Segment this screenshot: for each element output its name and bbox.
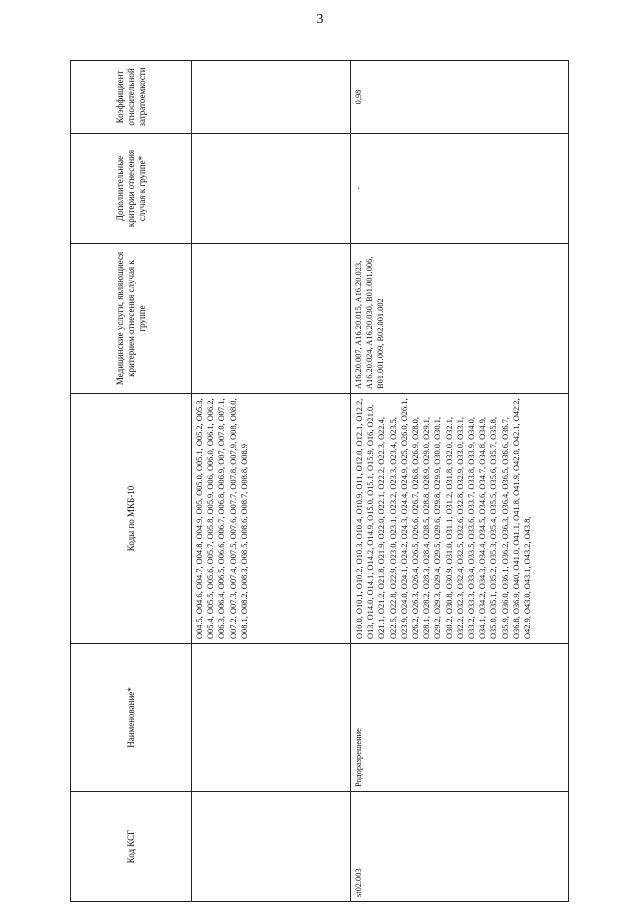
table-header-row [71, 61, 192, 902]
cell-mkb-codes: O04.5, O04.6, O04.7, O04.8, O04.9, O05, O05.0, O05.1, O05.2, O05.3, O05.4, O05.5, O05.6, O05.7, O05.8, O05.9, O06, O06.0, O06.1, O06.2, O06.3, O06.4, O06.5, O06.6, O06.7, O06.8, O06.9, O07, O07.0, O07.1, O07.2, O07.3, O07.4, O07.5, O07.6, O07.7, O07.8, O07.9, O08, O08.0, O08.1, O08.2, O08.3, O08.5, O08.6, O08.7, O08.8, O08.9 [192, 394, 351, 644]
header-mkb-codes: Коды по МКБ-10 [71, 394, 192, 644]
cell-additional-criteria: - [351, 134, 569, 244]
cell-medical-services: A16.20.007, A16.20.015, A16.20.023, A16.20.024, A16.20.030, B01.001.006, B01.001.009, B02.001.002 [351, 244, 569, 394]
ksg-table [70, 60, 569, 902]
header-ksg-code: Код КСГ [71, 792, 192, 902]
cell-coefficient [192, 61, 351, 134]
cell-coefficient: 0,98 [351, 61, 569, 134]
header-medical-services: Медицинские услуги, являющиеся критерием отнесения случая к группе [71, 244, 192, 394]
cell-ksg-code: st02.003 [351, 792, 569, 902]
cell-name: Родоразрешение [351, 644, 569, 792]
cell-name [192, 644, 351, 792]
cell-mkb-codes: O10.0, O10.1, O10.2, O10.3, O10.4, O10.9, O11, O12.0, O12.1, O12.2, O13, O14.0, O14.1, O14.2, O14.9, O15.0, O15.1, O15.9, O16, O21.0, O21.1, O21.2, O21.8, O21.9, O22.0, O22.1, O22.2, O22.3, O22.4, O22.5, O22.8, O22.9, O23.0, O23.1, O23.2, O23.3, O23.4, O23.5, O23.9, O24.0, O24.1, O24.2, O24.3, O24.4, O24.9, O25, O26.0, O26.1, O26.2, O26.3, O26.4, O26.5, O26.6, O26.7, O26.8, O26.9, O28.0, O28.1, O28.2, O28.3, O28.4, O28.5, O28.8, O28.9, O29.0, O29.1, O29.2, O29.3, O29.4, O29.5, O29.6, O29.8, O29.9, O30.0, O30.1, O30.2, O30.8, O30.9, O31.0, O31.1, O31.2, O31.8, O32.0, O32.1, O32.2, O32.3, O32.4, O32.5, O32.6, O32.8, O32.9, O33.0, O33.1, O33.2, O33.3, O33.4, O33.5, O33.6, O33.7, O33.8, O33.9, O34.0, O34.1, O34.2, O34.3, O34.4, O34.5, O34.6, O34.7, O34.8, O34.9, O35.0, O35.1, O35.2, O35.3, O35.4, O35.5, O35.6, O35.7, O35.8, O35.9, O36.0, O36.1, O36.2, O36.3, O36.4, O36.5, O36.6, O36.7, O36.8, O36.9, O40, O41.0, O41.1, O41.8, O41.9, O42.0, O42.1, O42.2, O42.9, O43.0, O43.1, O43.2, O43.8, [351, 394, 569, 644]
header-additional-criteria: Дополнительные критерии отнесения случая к группе* [71, 134, 192, 244]
table-row [351, 61, 569, 902]
cell-additional-criteria [192, 134, 351, 244]
cell-ksg-code [192, 792, 351, 902]
table-row [192, 61, 351, 902]
rotated-table-wrapper [70, 61, 550, 902]
cell-medical-services [192, 244, 351, 394]
page-number: 3 [316, 12, 324, 27]
header-coefficient: Коэффициент относительной затратоемкости [71, 61, 192, 134]
header-name: Наименование* [71, 644, 192, 792]
